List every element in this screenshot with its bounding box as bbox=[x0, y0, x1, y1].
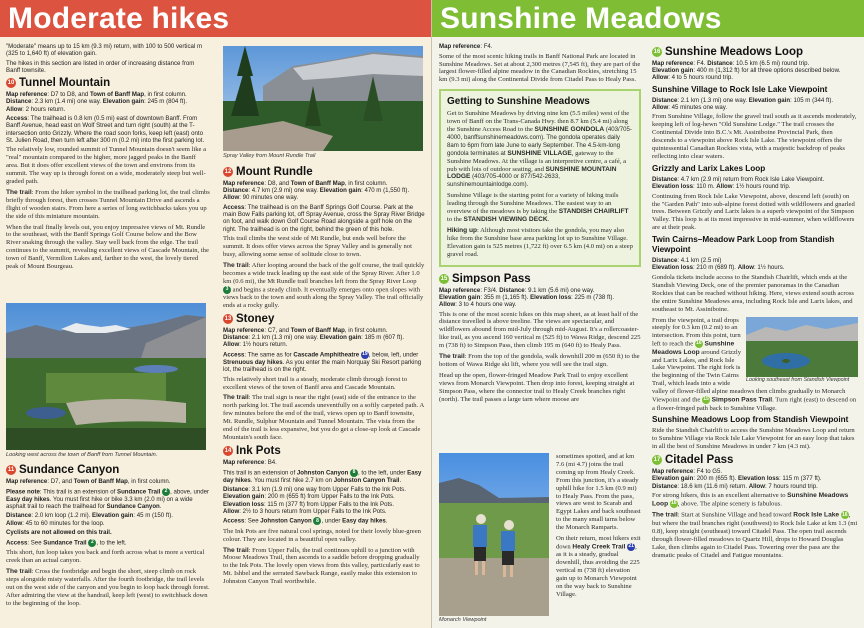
note-text: : This trail is an extension of bbox=[39, 488, 117, 496]
label-distance: Distance bbox=[223, 334, 249, 342]
value-elevation-gain: : 185 m (607 ft). bbox=[361, 334, 405, 342]
standish-photo-wrap bbox=[652, 317, 858, 413]
banff-town-photo-caption: Looking west across the town of Banff from Tunnel Mountain. bbox=[6, 452, 158, 458]
map-ref-tail: , in first column. bbox=[344, 180, 388, 187]
value-distance: : 3.1 km (1.9 mi) one way from Upper Falls to the Ink Pots. bbox=[248, 486, 406, 494]
value-map-reference: : D7, and bbox=[47, 478, 74, 485]
trail-title: Citadel Pass bbox=[665, 454, 734, 467]
section-stats bbox=[652, 97, 858, 111]
value-elevation-loss: : 110 m. bbox=[692, 183, 717, 191]
label-allow: Allow bbox=[223, 507, 240, 515]
section-stats bbox=[652, 257, 858, 271]
trail-description: The relatively low, rounded summit of Tunnel Mountain doesn't seem like a "real" mountain compared to the higher, more jagged peaks in the Banff area. But it does offer excellent views of the town and environs from its summit. The way up is through forest on a wide, moderately steep but well-graded path. bbox=[6, 146, 207, 186]
trail-ref-badge: 15 bbox=[703, 396, 709, 403]
label-map-reference: Map reference bbox=[6, 478, 48, 485]
label-map-reference: Map reference bbox=[652, 60, 694, 67]
trail-description bbox=[652, 492, 858, 508]
trail-description: This relatively short trail is a steady, moderate climb through forest to excellent views of the town of Banff area and Cascade Mountain. bbox=[223, 375, 408, 391]
sidebar-text: Get to Sunshine Meadows by driving nine km (5.5 miles) west of the town of Banff on the Trans-Canada Hwy. then 8.7 km (5.4 mi) along the Sunshine Access Road to the bbox=[447, 110, 630, 134]
label-allow: Allow bbox=[737, 264, 754, 272]
label-allow: Allow bbox=[6, 519, 23, 527]
trail-stats bbox=[223, 327, 425, 349]
access-text: , to the left. bbox=[96, 539, 127, 547]
cyclists-warning bbox=[6, 529, 210, 536]
value-allow: : 45 minutes one way. bbox=[668, 103, 728, 111]
sidebar-para-3 bbox=[447, 227, 633, 259]
label-allow: Allow bbox=[223, 194, 240, 202]
map-ref-tail: , in first column. bbox=[344, 326, 388, 334]
label-elevation-gain: Elevation gain bbox=[652, 475, 694, 483]
trail-route bbox=[652, 511, 858, 559]
label-elevation-gain: Elevation gain bbox=[102, 98, 145, 106]
value-the-trail-cont: and begins a steady climb. It eventually emerges onto open slopes with views back to the town and south along the Spray Valley. The trail officially ends at a rocky gully. bbox=[223, 286, 424, 309]
value-hiking-up: : Although most visitors take the gondola, you may also hike from the Sunshine base area parking lot up to Sunshine Village. Elevation gain is 525 metres (1,722 ft) over 6.5 km (4.0 mi) on a steep gravel road. bbox=[447, 226, 633, 258]
trail-access bbox=[223, 351, 425, 373]
spray-valley-photo bbox=[223, 46, 423, 151]
trail-stats bbox=[439, 287, 641, 309]
trail-title: Simpson Pass bbox=[452, 272, 531, 285]
label-access: Access bbox=[6, 539, 28, 547]
value-allow: : 1½ hours round trip. bbox=[732, 183, 791, 191]
johnston-canyon-ref: Johnston Canyon bbox=[260, 517, 312, 525]
standish-viewing-deck: STANDISH VIEWING DECK bbox=[463, 216, 548, 223]
label-the-trail: The trail bbox=[439, 353, 465, 361]
sunshine-mountain-lodge: SUNSHINE MOUNTAIN LODGE bbox=[447, 165, 617, 181]
trail-access bbox=[6, 115, 210, 144]
value-the-trail: : After looping around the back of the golf course, the trail quickly becomes a wide track leading up the east side of the Spray River. After 1.0 km (0.6 mi), the Mt Rundle trail branches left from the Spray River Loop bbox=[223, 261, 425, 285]
label-elevation-gain: Elevation gain bbox=[439, 293, 481, 301]
value-elevation-gain: : 200 m (655 ft) from Upper Falls to the Ink Pots. bbox=[264, 493, 395, 501]
value-the-trail-cont: , but where the trail branches right (southwest) to Rock Isle Lake at km 1.3 (mi 0.8), keep straight (southeast) toward Citadel Pass. The open trail ascends through flower-filled meadows to Quartz Hill, drops to Howard Douglas Lake, then climbs again to Citadel Pass. Towering over the pass are the dramatic peaks of Citadel and Fatigue mountains. bbox=[652, 511, 858, 559]
label-allow: Allow bbox=[652, 103, 669, 111]
sidebar-para-2 bbox=[447, 192, 633, 224]
subheading-twin-cairns: Twin Cairns–Meadow Park Loop from Standish Viewpoint bbox=[652, 235, 835, 255]
label-map-reference: Map reference bbox=[652, 468, 694, 476]
label-distance: Distance bbox=[707, 60, 733, 67]
sunshine-meadows-loop-ref: Sunshine Meadows Loop bbox=[652, 492, 849, 508]
trail-return bbox=[556, 535, 642, 599]
label-elevation-loss: Elevation loss bbox=[223, 500, 264, 508]
twin-cairns-text: From the viewpoint, a trail drops steeply for 0.3 km (0.2 mi) to an intersection. From this point, turn left to reach the bbox=[652, 316, 741, 348]
trail-title: Ink Pots bbox=[236, 444, 281, 457]
value-distance: : 4.7 km (2.9 mi) one way. bbox=[248, 187, 320, 195]
value-allow: : 45 to 60 minutes for the loop. bbox=[22, 519, 105, 527]
trail-title: Tunnel Mountain bbox=[19, 77, 111, 90]
town-map-ref: Town of Banff Map bbox=[73, 478, 128, 485]
value-map-reference: : D8, and bbox=[264, 180, 291, 187]
sunshine-meadows-page bbox=[432, 0, 864, 628]
sundance-canyon-ref: Sundance Canyon bbox=[106, 502, 160, 510]
trail-number-badge: 15 bbox=[440, 275, 448, 282]
value-elevation-gain: : 105 m (344 ft). bbox=[790, 96, 834, 104]
citadel-text: , above. The alpine scenery is fabulous. bbox=[677, 500, 782, 508]
label-elevation-gain: Elevation gain bbox=[319, 334, 362, 342]
access-text: , below, left, under bbox=[368, 351, 419, 359]
map-ref-tail: , in first column. bbox=[144, 91, 187, 99]
label-map-reference: Map reference bbox=[223, 458, 265, 466]
value-allow: : 4 to 5 hours round trip. bbox=[668, 74, 733, 82]
return-text: On their return, most hikers exit down bbox=[556, 535, 641, 551]
value-the-trail: : Cross the footbridge and begin the short, steep climb on rock steps alongside misty waterfalls. After the fourth footbridge, the trail levels out on the west side of the canyon and you begin to loop back through forest. After admiring the view at the handrail, keep left (west) to switchback down to the beginning of the loop. bbox=[6, 567, 210, 607]
sidebar-text: (403/705-4000, banffsunshinemeadows.com). The gondola operates daily 8am to 6pm from late June to early September. The 4.5-km-long gondola terminates at bbox=[447, 126, 632, 157]
sunshine-meadows-loop-ref: Sunshine Meadows Loop bbox=[652, 340, 735, 356]
label-map-reference: Map reference bbox=[439, 286, 481, 294]
value-distance: : 2.1 km (1.3 mi) one way. bbox=[248, 334, 320, 342]
value-distance: : 10.5 km (6.5 mi) round trip. bbox=[732, 60, 810, 67]
value-the-trail: : From the top of the gondola, walk downhill 200 m (650 ft) to the bottom of Wawa Ridge ski lift, where you will see the trail sign. bbox=[439, 353, 640, 368]
trail-heading-simpson-pass bbox=[439, 273, 641, 285]
healy-creek-trail-ref: Healy Creek Trail bbox=[572, 543, 626, 551]
label-map-reference: Map reference bbox=[223, 180, 265, 187]
label-the-trail: The trail bbox=[223, 261, 249, 269]
value-elevation-loss: : 225 m (738 ft). bbox=[571, 293, 615, 301]
trail-heading-stoney bbox=[223, 313, 425, 325]
ext-text: This trail is an extension of bbox=[223, 469, 297, 477]
twin-cairns-text: . Turn right (east) to descend on a flower-fringed path back to Sunshine Village. bbox=[652, 396, 857, 412]
value-the-trail: : From Upper Falls, the trail continues uphill to a junction with Moose Meadows Trail, then ascends to a saddle before dropping gradually to the Ink Pots. The lovely open views from this valley, particularly east to Mt. Ishbel and the serrated Sawback Range, easily make this extension to Johnston Canyon Trail worthwhile. bbox=[223, 546, 420, 586]
value-access: : The trailhead is 0.8 km (0.5 mi) east of downtown Banff. From Banff Avenue, head east on Wolf Street and turn right (south) at the T-intersection onto Grizzly. Where the road soon forks, keep left (east) onto St. Julien Road, then turn left after 300 m (0.2 mi) into the first parking lot. bbox=[6, 115, 205, 144]
trail-stats bbox=[6, 91, 210, 113]
monarch-viewpoint-caption: Monarch Viewpoint bbox=[439, 617, 487, 623]
value-map-reference: : B4. bbox=[264, 458, 277, 466]
simpson-pass-wrap-text bbox=[556, 453, 642, 602]
trail-number-badge: 16 bbox=[653, 49, 661, 55]
label-allow: Allow bbox=[223, 341, 240, 349]
standish-photo-figure bbox=[746, 317, 858, 383]
johnston-canyon-ref: Johnston Canyon bbox=[296, 469, 349, 477]
easy-day-hikes-ref: Easy day hikes bbox=[223, 469, 422, 484]
value-allow: : 1½ hours return. bbox=[239, 341, 288, 349]
sundance-trail-ref: Sundance Trail bbox=[43, 539, 87, 547]
value-allow: : 1½ hours. bbox=[753, 264, 785, 272]
label-allow: Allow bbox=[716, 183, 733, 191]
trail-ref-badge: 2 bbox=[88, 539, 96, 547]
value-distance: : 2.3 km (1.4 mi) one way. bbox=[31, 98, 103, 106]
label-elevation-gain: Elevation gain bbox=[92, 512, 134, 520]
banff-valley-illustration bbox=[6, 303, 206, 450]
trail-stats bbox=[652, 60, 858, 82]
label-distance: Distance bbox=[652, 96, 678, 104]
sidebar-text: to the bbox=[447, 216, 464, 223]
value-map-reference: : F4. bbox=[693, 60, 708, 67]
sidebar-para-1 bbox=[447, 110, 633, 189]
label-elevation-loss: Elevation loss bbox=[530, 293, 572, 301]
trail-access bbox=[223, 204, 425, 233]
value-access: : The trailhead is on the Banff Springs Golf Course. Park at the main Bow Falls parking lot, off Spray Avenue, cross the Spray River Bridge on foot, and walk down Golf Course Road alongside a golf hole on the right. The trailhead is on the right, behind the green of this hole. bbox=[223, 204, 425, 233]
label-the-trail: The trail bbox=[223, 394, 249, 402]
trail-heading-sunshine-meadows-loop bbox=[652, 46, 858, 58]
trail-extension-note bbox=[223, 469, 425, 484]
section-description: Continuing from Rock Isle Lake Viewpoint, above, descend left (south) on the "Garden Path" into sub-alpine forest dotted with wildflowers and gnarled trees. Between Grizzly and Larix lakes is a superb viewpoint of the Simpson Valley. This loop is at its most impressive in mid-summer, when wildflowers are at their peak. bbox=[652, 192, 855, 232]
standish-photo-caption: Looking southeast from Standish Viewpoint bbox=[746, 376, 850, 383]
label-access: Access bbox=[6, 115, 28, 123]
sunshine-meadows-banner: Sunshine Meadows bbox=[432, 0, 864, 37]
trail-ref-badge: 2 bbox=[162, 488, 170, 496]
easy-day-hikes-ref: Easy day hikes bbox=[6, 495, 50, 503]
intro-order: The hikes in this section are listed in order of increasing distance from Banff townsite. bbox=[6, 59, 195, 74]
trail-heading-tunnel-mountain bbox=[6, 77, 210, 89]
trail-route bbox=[223, 262, 425, 310]
trail-access bbox=[223, 517, 425, 525]
value-elevation-loss: : 115 m (377 ft). bbox=[779, 475, 822, 483]
sidebar-text: (403/705-4000 or 877/542-2633, sunshinemountainlodge.com). bbox=[447, 173, 560, 189]
trail-title: Stoney bbox=[236, 312, 275, 325]
section-description: From Sunshine Village, follow the gravel trail south as it ascends moderately, keeping left of log-hewn "Old Sunshine Lodge." The trail crosses the Continental Divide into B.C.'s Mt. Assiniboine Provincial Park, then descends to a viewpoint above Rock Isle Lake. The viewpoint offers the quintessential Canadian Rockies vista, with a majestic backdrop of peaks reflecting into clear waters. bbox=[652, 113, 857, 160]
monarch-viewpoint-photo bbox=[439, 453, 549, 616]
left-column-2 bbox=[223, 163, 425, 589]
simpson-pass-trail-ref: Simpson Pass Trail bbox=[711, 396, 773, 404]
twin-cairns-text: around Grizzly and Larix Lakes, and Rock Isle Lake Viewpoint. The right fork is the beginning of the Twin Cairns Trail, which leads into a wide valley of flower-filled alpine meadows then climbs gradually to Monarch Viewpoint and the bbox=[652, 348, 846, 404]
trail-ref-badge: 16 bbox=[841, 511, 848, 518]
value-allow: : 90 minutes one way. bbox=[239, 194, 299, 202]
label-map-reference: Map reference bbox=[6, 91, 48, 99]
subheading-rock-isle: Sunshine Village to Rock Isle Lake Viewpoint bbox=[652, 84, 828, 94]
trail-number-badge: 17 bbox=[653, 457, 661, 464]
subheading-standish-loop: Sunshine Meadows Loop from Standish Viewpoint bbox=[652, 415, 849, 425]
sidebar-title: Getting to Sunshine Meadows bbox=[447, 96, 590, 108]
value-map-reference: : F4. bbox=[480, 43, 493, 50]
note-text: . bbox=[159, 502, 162, 510]
value-distance: : 9.1 km (5.6 mi) one way. bbox=[524, 286, 595, 294]
trail-ref-badge: 16 bbox=[671, 500, 677, 507]
label-distance: Distance bbox=[499, 286, 525, 294]
trail-ref-badge: 16 bbox=[696, 340, 702, 347]
value-the-trail: : From the hiker symbol in the trailhead parking lot, the trail climbs briefly through forest, then crosses Tunnel Mountain Drive and ascends a flight of wooden stairs. From here a series of long switchbacks takes you up the side of this miniature mountain. bbox=[6, 188, 210, 220]
trail-route bbox=[223, 394, 425, 441]
value-distance: : 2.1 km (1.3 mi) one way. bbox=[677, 96, 749, 104]
value-elevation-gain: : 400 m (1,312 ft) for all three options described below. bbox=[693, 67, 841, 75]
label-elevation-gain: Elevation gain bbox=[223, 493, 265, 501]
town-map-ref: Town of Banff Map bbox=[90, 91, 145, 99]
value-elevation-loss: : 115 m (377 ft) from Upper Falls to the Ink Pots. bbox=[263, 500, 394, 508]
johnston-canyon-trail-ref: Johnston Canyon Trail bbox=[333, 476, 400, 484]
trail-route bbox=[6, 568, 210, 608]
value-the-trail: : Start at Sunshine Village and head toward bbox=[677, 511, 794, 519]
label-the-trail: The trail bbox=[223, 546, 249, 554]
trail-title: Mount Rundle bbox=[236, 166, 313, 178]
value-map-reference: : C7, and bbox=[264, 326, 291, 334]
trail-heading-citadel-pass bbox=[652, 454, 858, 466]
right-column-1 bbox=[439, 43, 641, 407]
value-the-trail: : The trail sign is near the right (east) side of the entrance to the north parking lot. The trail ascends uneventfully on a softly carpeted path. A few minutes before the end of the trail, views open up to Banff townsite, Mt. Rundle, Sulphur Mountain and Tunnel Mountain. The vista from the end of the trail is less expansive, but you do get a close-up look at Cascade Mountain's south face. bbox=[223, 394, 424, 442]
trail-route bbox=[223, 547, 425, 587]
value-map-reference: : F4 to G5. bbox=[693, 468, 723, 476]
trail-ref-badge: 21 bbox=[628, 543, 634, 550]
label-hiking-up: Hiking up bbox=[447, 226, 478, 234]
trail-heading-ink-pots bbox=[223, 445, 425, 457]
section-description: Ride the Standish Chairlift to access the Sunshine Meadows Loop and return to Sunshine Village via Rock Isle Lake Viewpoint for an easy loop that takes in all the best of Sunshine Meadows in under 7 km (4.3 mi). bbox=[652, 427, 855, 451]
access-text: . As you enter the main Norquay Ski Resort parking lot, the trailhead is on the right. bbox=[223, 358, 422, 374]
banff-town-photo bbox=[6, 303, 206, 450]
section-description: Gondola tickets include access to the Standish Chairlift, which ends at the Standish Viewing Deck, one of the premier panoramas in the Canadian Rockies that can be reached without hiking. Here, views extend south across the entire Sunshine Meadows area, including Rock Isle and Larix lakes, and southeast to Mt. Assiniboine. bbox=[652, 273, 854, 313]
trail-route bbox=[439, 353, 641, 369]
sunshine-intro: Some of the most scenic hiking trails in Banff National Park are located in Sunshine Meadows. Set at about 2,300 metres (7,545 ft), they are part of the largest flower-filled alpine meadow in the Canadian Rockies, stretching 15 km (9.3 mi) along the Continental Divide from Citadel Pass to Healy Pass. bbox=[439, 52, 641, 84]
trail-number-badge: 13 bbox=[224, 315, 232, 322]
label-allow: Allow bbox=[748, 482, 765, 490]
trail-description: This is one of the most scenic hikes on this map sheet, as at least half of the distance travelled is above treeline. The views are spectacular, and wildflowers abound from mid-July through mid-August. It's a rollercoaster-like trail, as you ascend 160 vertical m (525 ft) to Wawa Ridge, descend 225 m (738 ft) to Simpson Pass, then climb 195 m (640 ft) to Healy Pass. bbox=[439, 310, 641, 350]
label-allow: Allow bbox=[439, 300, 456, 308]
return-text: , as it is a steady, gradual downhill, thus avoiding the 225 vertical m (738 ft) elevation gain up to Monarch Viewpoint on the way back to Sunshine Village. bbox=[556, 543, 640, 598]
value-elevation-gain: : 355 m (1,165 ft). bbox=[480, 293, 531, 301]
trail-ref-badge: 8 bbox=[350, 469, 358, 477]
subheading-grizzly-larix: Grizzly and Larix Lakes Loop bbox=[652, 163, 766, 173]
moderate-hikes-banner: Moderate hikes bbox=[0, 0, 431, 37]
label-map-reference: Map reference bbox=[439, 43, 481, 50]
getting-there-sidebar bbox=[439, 89, 641, 266]
access-text: : The same as for bbox=[244, 351, 294, 359]
value-distance: : 4.7 km (2.9 mi) return from Rock Isle Lake Viewpoint. bbox=[677, 175, 825, 183]
label-access: Access bbox=[223, 204, 245, 211]
left-column-1 bbox=[6, 43, 210, 274]
sidebar-text: , gateway to the Sunshine Meadows. At the village is an interpretive centre, a café, a pub with lots of outdoor seating, and bbox=[447, 149, 627, 173]
value-distance: : 4.1 km (2.5 mi) bbox=[677, 257, 722, 265]
trail-stats bbox=[6, 512, 210, 526]
sidebar-text: Sunshine Village is the starting point for a variety of hiking trails leading through the Sunshine Meadows. The easiest way to an overview of the meadows is by taking the bbox=[447, 192, 619, 216]
label-access: Access bbox=[223, 351, 245, 359]
trail-number-badge: 14 bbox=[224, 447, 232, 454]
sunshine-gondola: SUNSHINE GONDOLA bbox=[534, 126, 605, 134]
section-stats bbox=[652, 176, 858, 190]
label-distance: Distance bbox=[6, 98, 32, 106]
ext-text: , to the left, under bbox=[358, 469, 408, 477]
access-text: , under bbox=[321, 517, 343, 525]
value-elevation-gain: : 470 m (1,550 ft). bbox=[361, 187, 410, 195]
value-allow: : 3 to 4 hours one way. bbox=[455, 300, 517, 308]
trail-map-ref bbox=[6, 478, 210, 485]
trail-number-badge: 11 bbox=[7, 467, 15, 473]
trail-route bbox=[6, 189, 210, 221]
label-access: Access bbox=[223, 517, 245, 525]
label-please-note: Please note bbox=[6, 488, 40, 496]
standish-chairlift: STANDISH CHAIRLIFT bbox=[558, 208, 629, 216]
value-map-reference: : D7 to D8, and bbox=[47, 91, 91, 99]
trail-title: Sundance Canyon bbox=[19, 464, 120, 476]
trail-description-2: When the trail finally levels out, you enjoy impressive views of Mt. Rundle to the southeast, with the Banff Springs Golf Course below and the Bow River snaking through the valley. Stay well back from the edge. The trail continues to the summit, revealing excellent views of Cascade Mountain, the town of Banff, Vermilion Lakes and, farther to the west, the lovely tiered peak of Mount Bourgeau. bbox=[6, 223, 209, 271]
label-elevation-gain: Elevation gain bbox=[319, 187, 362, 195]
ext-text: . bbox=[399, 476, 402, 484]
value-elevation-gain: : 45 m (150 ft). bbox=[133, 512, 173, 520]
label-distance: Distance bbox=[652, 257, 678, 265]
sidebar-text: . bbox=[547, 216, 550, 223]
trail-map-ref bbox=[223, 459, 425, 466]
intro-definition: "Moderate" means up to 15 km (9.3 mi) return, with 100 to 500 vertical m (325 to 1,640 ft) of elevation gain. bbox=[6, 43, 203, 58]
label-elevation-loss: Elevation loss bbox=[738, 475, 780, 483]
rock-isle-lake-ref: Rock Isle Lake bbox=[793, 511, 840, 519]
value-distance: : 18.6 km (11.6 mi) return. bbox=[677, 482, 749, 490]
trail-note bbox=[6, 488, 210, 510]
value-elevation-gain: : 200 m (655 ft). bbox=[693, 475, 739, 483]
trail-ref-badge: 3 bbox=[223, 286, 231, 294]
spray-valley-photo-caption: Spray Valley from Mount Rundle Trail bbox=[223, 153, 316, 159]
trail-ref-badge: 8 bbox=[313, 517, 321, 525]
map-reference bbox=[439, 43, 641, 50]
map-ref-tail: , in first column. bbox=[127, 478, 171, 485]
trail-ref-badge: 19 bbox=[362, 351, 368, 358]
value-map-reference: : F3/4. bbox=[480, 286, 500, 294]
trail-description: This trail climbs the west side of Mt Rundle, but ends well before the summit. It does offer views across the Spray Valley and is generally not busy, allowing some sense of solitude close to town. bbox=[223, 235, 412, 259]
strenuous-day-hikes-ref: Strenuous day hikes bbox=[223, 358, 283, 366]
label-the-trail: The trail bbox=[6, 188, 32, 196]
access-text: : See bbox=[244, 517, 261, 525]
value-distance: : 2.0 km loop (1.2 mi). bbox=[31, 512, 93, 520]
label-elevation-loss: Elevation loss bbox=[652, 183, 693, 191]
value-allow: : 7 hours round trip. bbox=[765, 482, 818, 490]
town-map-ref: Town of Banff Map bbox=[290, 180, 345, 187]
cascade-amphitheatre-ref: Cascade Amphitheatre bbox=[293, 351, 360, 359]
town-map-ref: Town of Banff Map bbox=[290, 326, 345, 334]
access-text: . bbox=[385, 517, 388, 525]
label-the-trail: The trail bbox=[6, 567, 32, 575]
label-allow: Allow bbox=[6, 105, 23, 113]
cyclists-not-allowed: Cyclists are not allowed on this trail. bbox=[6, 529, 112, 537]
hikers-illustration bbox=[439, 453, 549, 616]
label-map-reference: Map reference bbox=[223, 326, 265, 334]
trail-stats bbox=[652, 468, 858, 490]
label-distance: Distance bbox=[652, 175, 678, 183]
label-elevation-gain: Elevation gain bbox=[652, 67, 694, 75]
ext-text: . You must first hike 2.7 km on bbox=[250, 476, 334, 484]
label-allow: Allow bbox=[652, 74, 669, 82]
trail-number-badge: 12 bbox=[224, 169, 232, 175]
trail-description: This short, fun loop takes you back and forth across what is more a vertical creek than an actual canyon. bbox=[6, 549, 205, 565]
label-elevation-loss: Elevation loss bbox=[652, 264, 693, 272]
sundance-trail-ref: Sundance Trail bbox=[117, 488, 161, 496]
easy-day-hikes-ref: Easy day hikes bbox=[342, 517, 386, 525]
value-elevation-loss: : 210 m (689 ft). bbox=[692, 264, 738, 272]
trail-heading-mount-rundle bbox=[223, 166, 425, 178]
value-allow: : 2 hours return. bbox=[22, 105, 66, 113]
trail-title: Sunshine Meadows Loop bbox=[665, 46, 804, 58]
label-the-trail: The trail bbox=[652, 511, 678, 519]
right-column-2 bbox=[652, 43, 858, 562]
trail-number-badge: 10 bbox=[7, 80, 15, 87]
label-elevation-gain: Elevation gain bbox=[748, 96, 791, 104]
trail-access bbox=[6, 539, 210, 547]
label-distance: Distance bbox=[6, 512, 32, 520]
value-allow: : 2½ to 3 hours return from Upper Falls to the Ink Pots. bbox=[239, 507, 387, 515]
standish-viewpoint-illustration bbox=[746, 317, 858, 377]
spray-valley-illustration bbox=[223, 46, 423, 151]
citadel-text: For strong hikers, this is an excellent alternative to bbox=[652, 492, 788, 500]
trail-heading-sundance-canyon bbox=[6, 464, 210, 476]
access-text: : See bbox=[27, 539, 44, 547]
label-distance: Distance bbox=[223, 486, 249, 494]
value-elevation-gain: : 245 m (804 ft). bbox=[144, 98, 188, 106]
label-distance: Distance bbox=[223, 187, 249, 195]
label-distance: Distance bbox=[652, 482, 678, 490]
trail-stats bbox=[223, 180, 425, 202]
trail-description-3: sometimes spotted, and at km 7.6 (mi 4.7) joins the trail coming up from Healy Creek. From this junction, it's a steady uphill hike for 1.5 km (0.9 mi) to Healy Pass. From the pass, views are west to Scarab and Egypt Lakes and back southeast to the many small tarns below the Monarch Ramparts. bbox=[556, 453, 641, 532]
trail-description: The Ink Pots are five natural cool springs, noted for their lovely blue-green colour. They are located in a beautiful open valley. bbox=[223, 527, 421, 543]
note-text: , above, under bbox=[170, 488, 210, 496]
sunshine-village: SUNSHINE VILLAGE bbox=[507, 149, 572, 157]
note-text: . You must first hike or bike 3.3 km (2.0 mi) on a wide asphalt trail to reach the trailhead for bbox=[6, 495, 193, 510]
trail-description-2: Head up the open, flower-fringed Meadow Park Trail to enjoy excellent views from Monarch Viewpoint. Then drop into forest, keeping straight at Simpson Pass, where the connector trail to Healy Creek branches right (north). The trail passes a large tarn where moose are bbox=[439, 371, 635, 403]
trail-stats bbox=[223, 486, 425, 515]
sundance-canyon-section bbox=[6, 461, 210, 611]
